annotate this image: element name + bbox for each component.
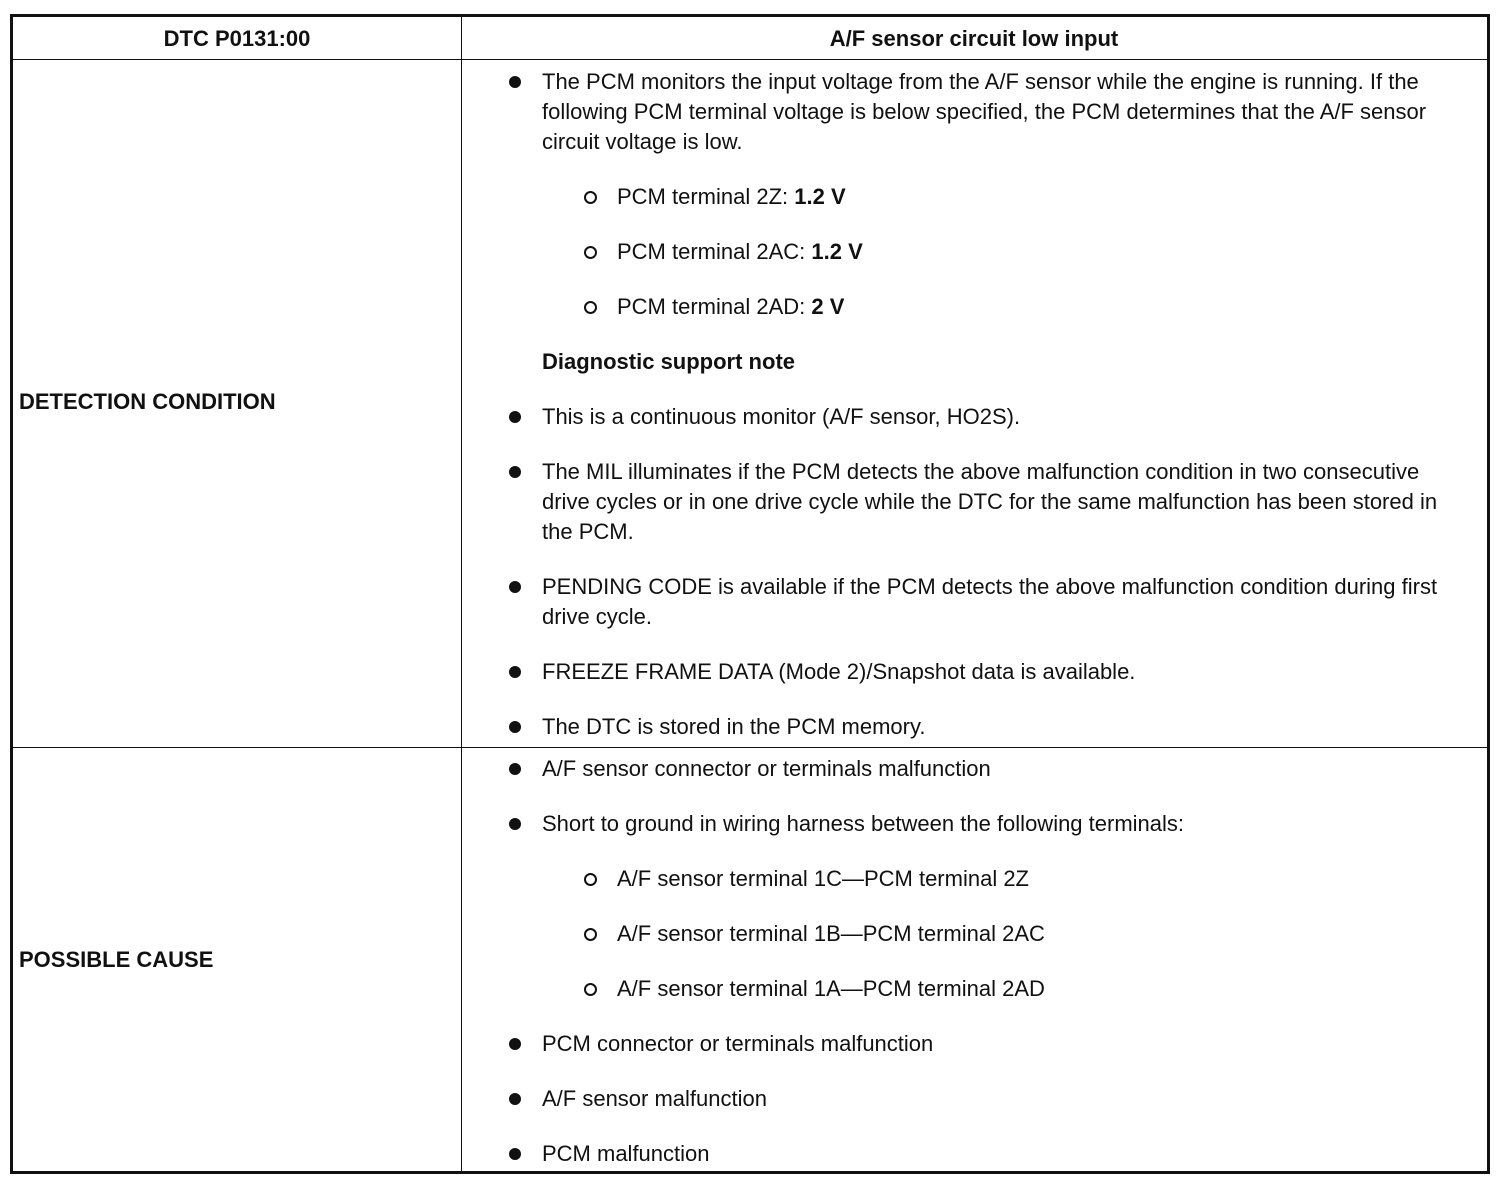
- note-text: PENDING CODE is available if the PCM detects the above malfunction condition during first drive cycle.: [542, 574, 1438, 629]
- list-item: [617, 864, 1467, 894]
- list-item: [617, 292, 1467, 322]
- list-item: [617, 919, 1467, 949]
- possible-cause-content: [461, 754, 1487, 1169]
- list-item: [542, 572, 1467, 632]
- threshold-value: 1.2 V: [794, 184, 846, 209]
- harness-segment: A/F sensor terminal 1C—PCM terminal 2Z: [617, 866, 1029, 891]
- note-text: FREEZE FRAME DATA (Mode 2)/Snapshot data is available.: [542, 659, 1136, 684]
- ring-bullet-icon: [584, 191, 597, 204]
- list-item: [542, 402, 1467, 432]
- harness-segment: A/F sensor terminal 1A—PCM terminal 2AD: [617, 976, 1045, 1001]
- possible-cause-label: POSSIBLE CAUSE: [19, 947, 214, 972]
- cause-text: Short to ground in wiring harness between the following terminals:: [542, 811, 1185, 836]
- list-item: [542, 809, 1467, 839]
- bullet-icon: [509, 466, 521, 478]
- bullet-icon: [509, 1148, 521, 1160]
- ring-bullet-icon: [584, 873, 597, 886]
- bullet-icon: [509, 721, 521, 733]
- cause-text: A/F sensor connector or terminals malfunction: [542, 756, 991, 781]
- note-text: The DTC is stored in the PCM memory.: [542, 714, 926, 739]
- list-item: [542, 657, 1467, 687]
- support-note-heading: Diagnostic support note: [542, 349, 795, 374]
- list-item: [617, 974, 1467, 1004]
- header-divider: [13, 59, 1487, 60]
- list-item: [542, 67, 1467, 157]
- ring-bullet-icon: [584, 928, 597, 941]
- list-item: [542, 457, 1467, 547]
- detection-condition-label: DETECTION CONDITION: [19, 389, 276, 414]
- bullet-icon: [509, 411, 521, 423]
- harness-segment: A/F sensor terminal 1B—PCM terminal 2AC: [617, 921, 1045, 946]
- list-item: [542, 1029, 1467, 1059]
- dtc-title: A/F sensor circuit low input: [829, 26, 1119, 51]
- list-item: [542, 1139, 1467, 1169]
- threshold-terminal: PCM terminal 2AC:: [617, 239, 812, 264]
- cause-text: PCM malfunction: [542, 1141, 710, 1166]
- note-text: This is a continuous monitor (A/F sensor, HO2S).: [542, 404, 1021, 429]
- dtc-table: [10, 14, 1490, 1174]
- detection-intro: The PCM monitors the input voltage from the A/F sensor while the engine is running. If the following PCM terminal voltage is below specified, the PCM determines that the A/F sensor circuit voltage is low.: [542, 69, 1427, 154]
- ring-bullet-icon: [584, 301, 597, 314]
- table-header: [13, 17, 1487, 59]
- threshold-value: 1.2 V: [811, 239, 863, 264]
- list-item: [617, 182, 1467, 212]
- detection-condition-content: [461, 67, 1487, 742]
- bullet-icon: [509, 666, 521, 678]
- ring-bullet-icon: [584, 246, 597, 259]
- list-item: [542, 712, 1467, 742]
- note-text: The MIL illuminates if the PCM detects the above malfunction condition in two consecutive drive cycles or in one drive cycle while the DTC for the same malfunction has been stored in the PCM.: [542, 459, 1438, 544]
- bullet-icon: [509, 1038, 521, 1050]
- bullet-icon: [509, 76, 521, 88]
- bullet-icon: [509, 818, 521, 830]
- bullet-icon: [509, 1093, 521, 1105]
- list-item: [617, 237, 1467, 267]
- bullet-icon: [509, 581, 521, 593]
- cause-text: PCM connector or terminals malfunction: [542, 1031, 934, 1056]
- row-divider: [13, 747, 1487, 748]
- dtc-code: DTC P0131:00: [163, 26, 311, 51]
- bullet-icon: [509, 763, 521, 775]
- ring-bullet-icon: [584, 983, 597, 996]
- threshold-terminal: PCM terminal 2AD:: [617, 294, 812, 319]
- cause-text: A/F sensor malfunction: [542, 1086, 767, 1111]
- list-item: [542, 754, 1467, 784]
- threshold-value: 2 V: [811, 294, 845, 319]
- list-item: [542, 1084, 1467, 1114]
- threshold-terminal: PCM terminal 2Z:: [617, 184, 795, 209]
